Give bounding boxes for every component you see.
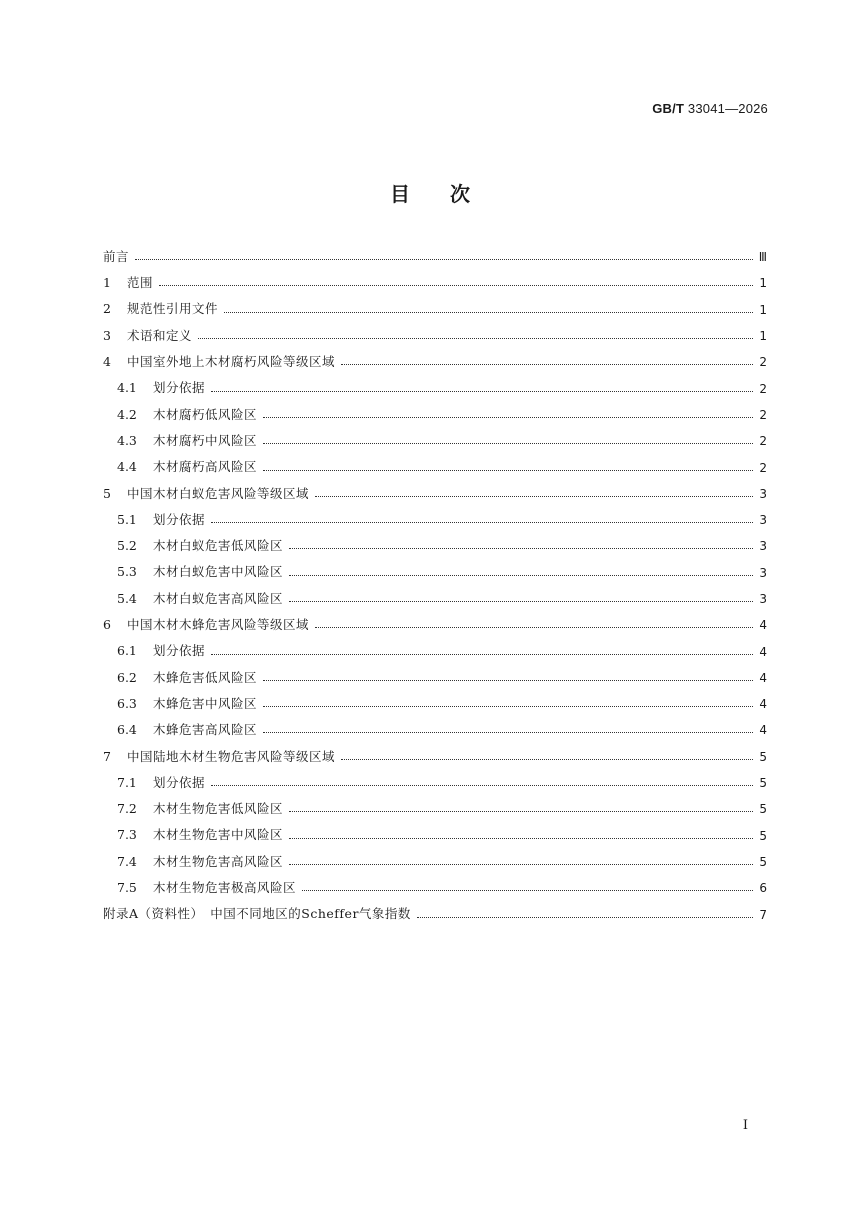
- toc-entry[interactable]: [103, 533, 767, 559]
- toc-entry[interactable]: [103, 770, 767, 796]
- toc-entry-title: 木蜂危害低风险区: [153, 669, 258, 685]
- toc-entry[interactable]: [103, 796, 767, 822]
- toc-entry-number: 7.3: [117, 827, 137, 843]
- title-char-1: 目: [390, 182, 410, 206]
- toc-entry-title: 木材生物危害低风险区: [153, 801, 284, 817]
- toc-leader-dots: [263, 679, 753, 681]
- toc-entry-page: 4: [759, 697, 767, 712]
- toc-entry-number: 6.4: [117, 722, 137, 738]
- toc-entry[interactable]: [103, 244, 767, 270]
- toc-leader-dots: [211, 784, 753, 786]
- toc-entry-number: 7.4: [117, 853, 137, 869]
- toc-entry-title: 划分依据: [153, 380, 206, 396]
- toc-entry-page: 1: [759, 329, 767, 344]
- toc-entry[interactable]: [103, 823, 767, 849]
- toc-entry-number: 7.1: [117, 774, 137, 790]
- table-of-contents: [103, 244, 767, 928]
- toc-entry-title: 前言: [103, 248, 130, 264]
- toc-entry-number: 4: [103, 354, 111, 370]
- toc-entry-page: 4: [759, 618, 767, 633]
- toc-leader-dots: [224, 311, 753, 313]
- toc-entry-number: 6.2: [117, 669, 137, 685]
- toc-entry-title: 范围: [127, 275, 154, 291]
- toc-entry[interactable]: [103, 665, 767, 691]
- toc-entry-number: 1: [103, 275, 111, 291]
- page-title: [0, 178, 860, 207]
- toc-entry[interactable]: [103, 586, 767, 612]
- toc-entry-page: 3: [759, 592, 767, 606]
- toc-entry-page: 4: [759, 670, 767, 685]
- page-number: I: [742, 1118, 748, 1133]
- toc-entry[interactable]: [103, 691, 767, 717]
- toc-entry[interactable]: [103, 270, 767, 296]
- toc-entry-number: 7: [103, 748, 111, 764]
- toc-entry-title: 木材腐朽低风险区: [153, 406, 258, 422]
- toc-leader-dots: [211, 653, 753, 655]
- toc-entry-number: 5: [103, 485, 111, 501]
- toc-leader-dots: [289, 837, 753, 839]
- toc-leader-dots: [289, 810, 753, 812]
- toc-leader-dots: [289, 574, 753, 576]
- toc-entry[interactable]: [103, 375, 767, 401]
- toc-entry-title: 划分依据: [153, 511, 206, 527]
- toc-entry-title: 木材白蚁危害中风险区: [153, 564, 284, 580]
- toc-entry[interactable]: [103, 717, 767, 743]
- toc-entry[interactable]: [103, 560, 767, 586]
- toc-leader-dots: [341, 363, 753, 365]
- toc-entry[interactable]: [103, 323, 767, 349]
- toc-entry-number: 2: [103, 301, 111, 317]
- toc-entry-number: 3: [103, 327, 111, 343]
- toc-entry-page: 3: [759, 513, 767, 528]
- toc-entry[interactable]: [103, 901, 767, 927]
- toc-entry-title: 木材生物危害高风险区: [153, 853, 284, 869]
- toc-entry-number: 4.1: [117, 380, 137, 396]
- toc-entry-page: 1: [759, 276, 767, 291]
- toc-entry[interactable]: [103, 849, 767, 875]
- toc-entry-page: 5: [759, 776, 767, 791]
- toc-leader-dots: [289, 863, 753, 865]
- toc-entry-title: 中国室外地上木材腐朽风险等级区域: [127, 354, 336, 370]
- toc-entry-page: 5: [759, 749, 767, 764]
- toc-leader-dots: [159, 284, 753, 286]
- toc-leader-dots: [315, 495, 753, 497]
- toc-leader-dots: [211, 521, 753, 523]
- toc-leader-dots: [417, 916, 753, 918]
- standard-code: [652, 101, 768, 116]
- toc-leader-dots: [341, 758, 753, 760]
- toc-entry-title: 木材白蚁危害高风险区: [153, 590, 284, 606]
- toc-leader-dots: [263, 469, 753, 471]
- standard-prefix: GB/T: [652, 101, 685, 116]
- toc-entry-number: 4.4: [117, 459, 137, 475]
- toc-leader-dots: [135, 258, 753, 260]
- toc-entry[interactable]: [103, 875, 767, 901]
- toc-entry[interactable]: [103, 402, 767, 428]
- toc-entry-number: 7.5: [117, 880, 137, 896]
- toc-entry[interactable]: [103, 638, 767, 664]
- toc-leader-dots: [289, 547, 753, 549]
- toc-leader-dots: [315, 626, 753, 628]
- title-char-2: 次: [450, 182, 470, 206]
- toc-entry-page: 3: [759, 486, 767, 501]
- toc-entry-page: 3: [759, 539, 767, 554]
- toc-entry-number: 6.1: [117, 643, 137, 659]
- toc-entry[interactable]: [103, 612, 767, 638]
- toc-entry-page: 2: [759, 381, 767, 396]
- toc-entry-title: 规范性引用文件: [127, 301, 219, 317]
- toc-entry-title: 中国木材木蜂危害风险等级区域: [127, 617, 310, 633]
- toc-entry-page: 4: [759, 644, 767, 659]
- toc-entry-title: 附录A（资料性） 中国不同地区的Scheffer气象指数: [103, 906, 411, 922]
- toc-entry[interactable]: [103, 744, 767, 770]
- toc-entry-number: 5.4: [117, 590, 137, 606]
- toc-entry-title: 木材白蚁危害低风险区: [153, 538, 284, 554]
- toc-entry[interactable]: [103, 454, 767, 480]
- toc-leader-dots: [263, 442, 753, 444]
- toc-entry-page: 6: [759, 881, 767, 896]
- toc-entry-page: 7: [759, 907, 767, 922]
- toc-entry-title: 木材腐朽中风险区: [153, 432, 258, 448]
- toc-entry-number: 5.1: [117, 511, 137, 527]
- toc-entry-number: 5.3: [117, 564, 137, 580]
- toc-entry-number: 5.2: [117, 538, 137, 554]
- toc-leader-dots: [289, 600, 753, 602]
- toc-entry-page: 5: [759, 802, 767, 817]
- toc-entry-page: Ⅲ: [758, 250, 767, 265]
- toc-entry[interactable]: [103, 428, 767, 454]
- toc-entry-page: 4: [759, 723, 767, 738]
- toc-entry-page: 5: [759, 828, 767, 843]
- toc-entry-number: 4.2: [117, 406, 137, 422]
- toc-entry-page: 2: [759, 407, 767, 422]
- toc-leader-dots: [263, 416, 753, 418]
- toc-entry-title: 划分依据: [153, 774, 206, 790]
- toc-entry-page: 2: [759, 434, 767, 449]
- toc-entry-page: 2: [759, 460, 767, 475]
- toc-entry-page: 1: [759, 302, 767, 317]
- toc-entry-title: 木蜂危害高风险区: [153, 722, 258, 738]
- toc-entry-title: 中国陆地木材生物危害风险等级区域: [127, 748, 336, 764]
- toc-entry-page: 5: [759, 854, 767, 869]
- toc-entry-number: 4.3: [117, 432, 137, 448]
- toc-leader-dots: [302, 889, 753, 891]
- toc-entry-number: 7.2: [117, 801, 137, 817]
- toc-entry[interactable]: [103, 349, 767, 375]
- toc-leader-dots: [263, 731, 753, 733]
- toc-leader-dots: [263, 705, 753, 707]
- toc-entry[interactable]: [103, 481, 767, 507]
- toc-entry-title: 木材生物危害中风险区: [153, 827, 284, 843]
- toc-entry-title: 术语和定义: [127, 327, 193, 343]
- toc-entry-page: 2: [759, 355, 767, 370]
- toc-leader-dots: [211, 390, 753, 392]
- toc-entry-page: 3: [759, 565, 767, 580]
- toc-entry[interactable]: [103, 507, 767, 533]
- toc-entry-title: 划分依据: [153, 643, 206, 659]
- toc-entry-number: 6: [103, 617, 111, 633]
- standard-number: 33041—2026: [687, 101, 768, 116]
- toc-entry-title: 木材腐朽高风险区: [153, 459, 258, 475]
- toc-entry-number: 6.3: [117, 695, 137, 711]
- toc-entry-title: 中国木材白蚁危害风险等级区域: [127, 485, 310, 501]
- toc-entry-title: 木蜂危害中风险区: [153, 695, 258, 711]
- toc-leader-dots: [198, 337, 753, 339]
- toc-entry-title: 木材生物危害极高风险区: [153, 880, 297, 896]
- toc-entry[interactable]: [103, 297, 767, 323]
